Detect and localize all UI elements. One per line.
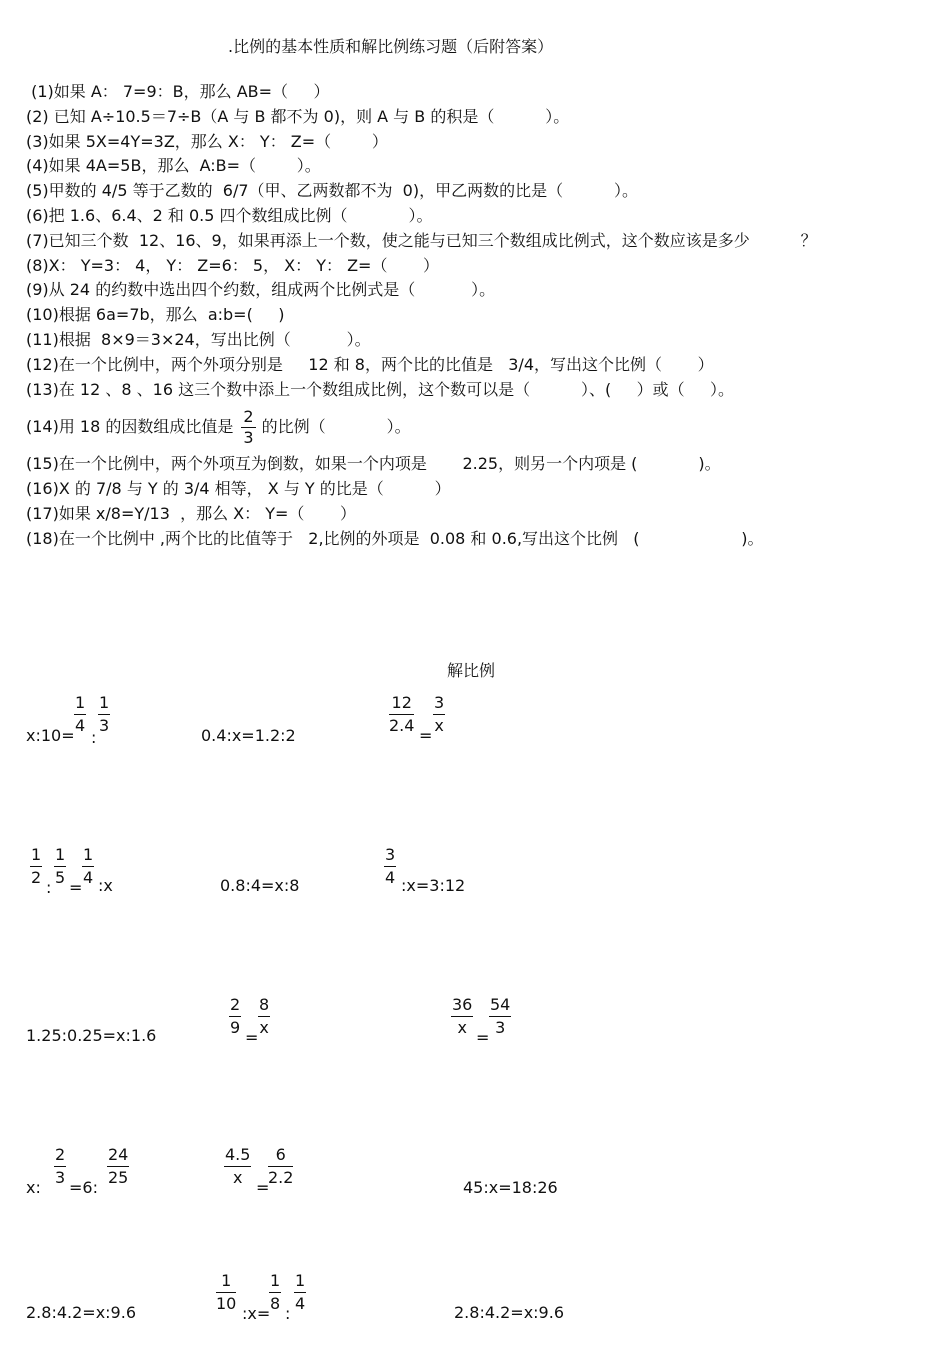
problem-11-eq: = [256,1178,270,1197]
fraction-numerator: 2 [54,1144,66,1167]
problem-14-fraction-b [269,1270,281,1315]
fraction-numerator: 1 [74,692,86,715]
problem-3-eq: = [419,726,433,745]
problem-5: 0.8:4=x:8 [220,876,300,895]
fraction-denominator: 4 [75,716,86,735]
problem-14-fraction-c [294,1270,306,1315]
fraction-denominator: 4 [83,868,94,887]
question-8: (8)X： Y=3： 4， Y： Z=6： 5， X： Y： Z=（ ） [26,255,440,275]
section-title: 解比例 [447,661,496,680]
question-14-text-before: (14)用 18 的因数组成比值是 [26,417,234,437]
problem-1-prefix: x:10= [26,726,75,745]
problem-14-fraction-a [216,1270,236,1315]
problem-15: 2.8:4.2=x:9.6 [454,1303,564,1322]
fraction-numerator: 3 [384,844,396,867]
fraction-numerator: 1 [294,1270,306,1293]
problem-6-suffix: :x=3:12 [401,876,466,895]
problem-4-fraction-b [54,844,66,889]
problem-13: 2.8:4.2=x:9.6 [26,1303,136,1322]
problem-14-sep: : [285,1304,291,1323]
page-title: .比例的基本性质和解比例练习题（后附答案） [228,37,554,56]
question-14-text-after: 的比例（ ）。 [261,417,411,437]
fraction-numerator: 6 [268,1144,293,1167]
question-13: (13)在 12 、8 、16 这三个数中添上一个数组成比例，这个数可以是（ ）、( ）或（ ）。 [26,379,735,399]
question-4: (4)如果 4A=5B，那么 A:B=（ ）。 [26,156,321,176]
question-11: (11)根据 8×9＝3×24，写出比例（ ）。 [26,329,371,349]
fraction-denominator: 8 [270,1294,281,1313]
fraction-denominator: 2.2 [268,1168,294,1187]
fraction-numerator: 54 [489,994,511,1017]
fraction-denominator: 2 [31,868,42,887]
question-6: (6)把 1.6、6.4、2 和 0.5 四个数组成比例（ ）。 [26,205,433,225]
problem-11-fraction-a [224,1144,251,1189]
fraction-denominator: 10 [216,1294,237,1313]
fraction-denominator: x [259,1018,269,1037]
question-list [26,80,926,552]
fraction-denominator: x [434,716,444,735]
fraction-denominator: 3 [55,1168,66,1187]
fraction-numerator: 1 [30,844,42,867]
fraction-numerator: 1 [82,844,94,867]
question-1: (1)如果 A： 7=9：B，那么 AB=（ ） [26,82,330,101]
question-2: (2) 已知 A÷10.5＝7÷B（A 与 B 都不为 0)，则 A 与 B 的积是（ ）。 [26,106,570,126]
question-15: (15)在一个比例中，两个外项互为倒数，如果一个内项是 2.25，则另一个内项是 ( )。 [26,454,721,474]
problem-1-sep: : [91,728,97,747]
question-9: (9)从 24 的约数中选出四个约数，组成两个比例式是（ ）。 [26,280,496,300]
question-3: (3)如果 5X=4Y=3Z，那么 X： Y： Z=（ ） [26,131,388,151]
fraction-numerator: 1 [269,1270,281,1293]
question-14 [26,402,926,452]
fraction-numerator: 1 [98,692,110,715]
problem-1-fraction-a [74,692,86,737]
fraction-denominator: 25 [108,1168,129,1187]
problem-10-mid: =6: [69,1178,98,1197]
problem-4-eq: = [69,878,83,897]
question-16: (16)X 的 7/8 与 Y 的 3/4 相等， X 与 Y 的比是（ ） [26,479,451,499]
problem-12: 45:x=18:26 [463,1178,558,1197]
fraction-denominator: 2.4 [389,716,415,735]
fraction-numerator: 36 [451,994,473,1017]
problem-8-eq: = [245,1028,259,1047]
fraction-denominator: 3 [495,1018,506,1037]
problem-4-suffix: :x [98,876,113,895]
problem-10-prefix: x: [26,1178,41,1197]
question-17: (17)如果 x/8=Y/13 ，那么 X： Y=（ ） [26,503,356,523]
problem-11-fraction-b [268,1144,293,1189]
fraction-numerator: 4.5 [224,1144,251,1167]
problem-1-fraction-b [98,692,110,737]
fraction-numerator: 1 [216,1270,236,1293]
problem-4-fraction-c [82,844,94,889]
fraction-denominator: 3 [99,716,110,735]
problem-10-fraction-a [54,1144,66,1189]
fraction-denominator: 5 [55,868,66,887]
problem-9-fraction-a [451,994,473,1039]
problem-7: 1.25:0.25=x:1.6 [26,1026,157,1045]
problem-6-fraction [384,844,396,889]
problem-4-fraction-a [30,844,42,889]
problem-3-fraction-a [389,692,414,737]
problem-8-fraction-b [258,994,270,1039]
fraction-denominator: x [232,1168,243,1187]
fraction-numerator: 8 [258,994,270,1017]
question-14-fraction [241,407,255,448]
fraction-denominator: 4 [295,1294,306,1313]
fraction-denominator: 4 [385,868,396,887]
problem-8-fraction-a [229,994,241,1039]
problem-4-sep: : [46,878,52,897]
fraction-denominator: 3 [243,428,254,448]
fraction-numerator: 24 [107,1144,129,1167]
question-10: (10)根据 6a=7b，那么 a:b=( ) [26,305,285,325]
problem-14-mid: :x= [242,1304,271,1323]
problem-10-fraction-b [107,1144,129,1189]
fraction-numerator: 12 [389,692,414,715]
fraction-numerator: 2 [229,994,241,1017]
problem-9-fraction-b [489,994,511,1039]
question-12: (12)在一个比例中，两个外项分别是 12 和 8，两个比的比值是 3/4，写出这个比例（ ） [26,354,714,374]
question-5: (5)甲数的 4/5 等于乙数的 6/7（甲、乙两数都不为 0)，甲乙两数的比是（ ）。 [26,181,638,201]
problem-2: 0.4:x=1.2:2 [201,726,296,745]
question-7: (7)已知三个数 12、16、9，如果再添上一个数，使之能与已知三个数组成比例式，这个数应该是多少 ？ [26,230,817,250]
fraction-numerator: 3 [433,692,445,715]
question-18: (18)在一个比例中 ,两个比的比值等于 2,比例的外项是 0.08 和 0.6,写出这个比例 ( )。 [26,528,764,548]
fraction-denominator: 9 [230,1018,241,1037]
fraction-numerator: 1 [54,844,66,867]
fraction-numerator: 2 [243,407,254,427]
problem-3-fraction-b [433,692,445,737]
fraction-denominator: x [457,1018,467,1037]
problem-9-eq: = [476,1028,490,1047]
